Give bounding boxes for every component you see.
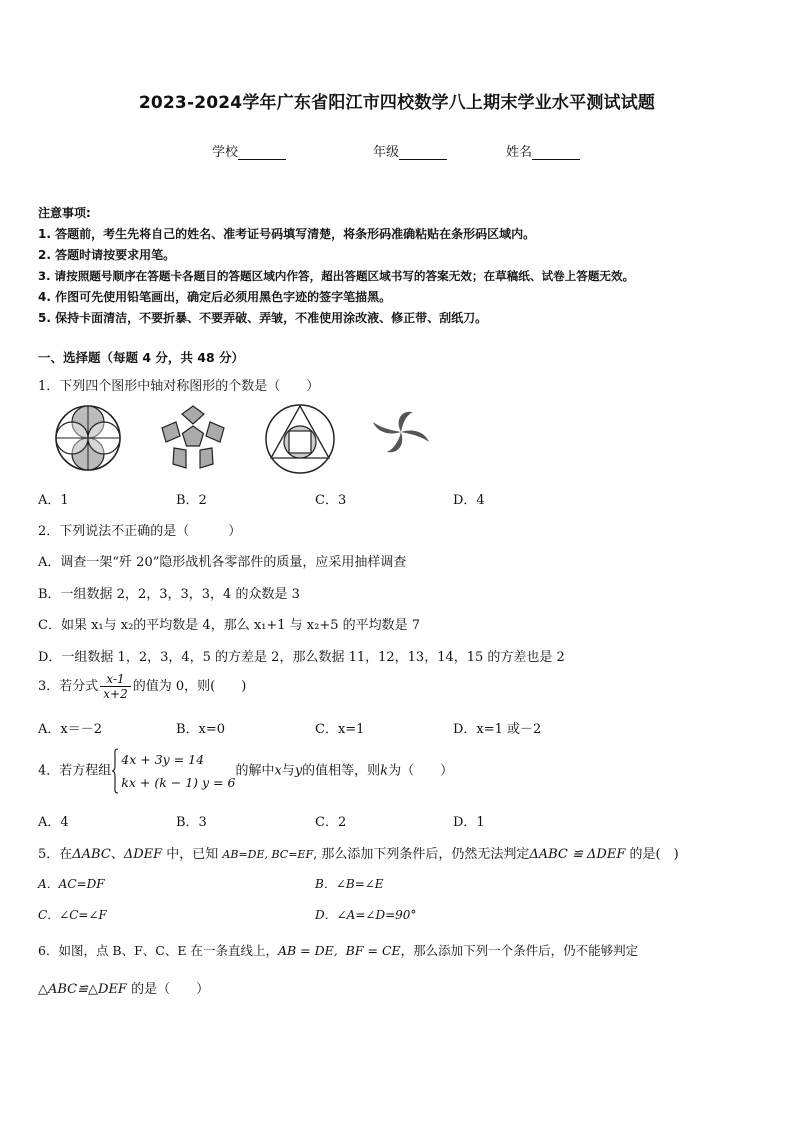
q3-suffix: 的值为 0，则( ) — [132, 679, 247, 694]
grade-label: 年级 — [373, 145, 400, 160]
q5-option-a: A．AC=DF — [38, 877, 105, 891]
q4-equation-system — [111, 748, 235, 794]
q4-mid2: 与 — [281, 763, 295, 779]
q5-congruence: ΔABC ≌ ΔDEF — [529, 847, 626, 862]
q6-equation-2: BF = CE — [345, 943, 401, 958]
q5-sep1: 、 — [110, 847, 124, 862]
school-label: 学校 — [212, 145, 239, 160]
q1-option-d: D．4 — [453, 493, 485, 508]
q6-congruence: △ABC≌△DEF — [38, 982, 127, 997]
q2-stem: 2．下列说法不正确的是（ ） — [38, 524, 242, 539]
q4-var-y: y — [294, 763, 303, 779]
q2-option-c: C．如果 x₁与 x₂的平均数是 4，那么 x₁+1 与 x₂+5 的平均数是 7 — [38, 618, 421, 633]
pentagon-figure — [158, 402, 228, 472]
q5-triangle-def: ΔDEF — [123, 847, 163, 862]
q4-prefix: 4．若方程组 — [38, 763, 112, 779]
q3-option-d: D．x=1 或－2 — [453, 722, 542, 737]
notice-item-4: 4. 作图可先使用铅笔画出，确定后必须用黑色字迹的签字笔描黑。 — [38, 290, 392, 304]
notice-item-5: 5. 保持卡面清洁，不要折暴、不要弄破、弄皱，不准使用涂改液、修正带、刮纸刀。 — [38, 311, 488, 325]
q3-denominator: x+2 — [103, 687, 128, 701]
q1-stem: 1．下列四个图形中轴对称图形的个数是（ ） — [38, 379, 320, 394]
q6-line2-suffix: 的是（ ） — [126, 982, 210, 997]
q5-sep3: , 那么添加下列条件后，仍然无法判定 — [313, 847, 530, 862]
swirl-figure — [365, 402, 437, 462]
q3-fraction — [100, 672, 130, 701]
notice-item-2: 2. 答题时请按要求用笔。 — [38, 248, 176, 262]
q4-mid3: 的值相等，则 — [302, 763, 381, 779]
q6-suffix: ，那么添加下列一个条件后，仍不能够判定 — [400, 943, 639, 958]
q4-option-a: A．4 — [38, 815, 69, 830]
q3-option-a: A．x＝－2 — [38, 722, 102, 737]
q1-option-b: B．2 — [176, 493, 207, 508]
notice-block — [38, 203, 634, 329]
q2-option-b: B．一组数据 2，2，3，3，3，4 的众数是 3 — [38, 587, 300, 602]
q6-stem — [38, 941, 638, 959]
q3-prefix: 3．若分式 — [38, 679, 99, 694]
q4-equation-2: kx + (k − 1) y = 6 — [121, 775, 236, 790]
q6-prefix: 6．如图，点 B、F、C、E 在一条直线上， — [38, 943, 278, 958]
brace-icon — [111, 748, 119, 794]
section-heading: 一、选择题（每题 4 分，共 48 分） — [38, 350, 245, 365]
q4-option-c: C．2 — [315, 815, 347, 830]
q4-var-k: k — [380, 763, 389, 779]
q3-stem — [38, 672, 246, 701]
circle-triangle-figure — [263, 402, 337, 476]
q5-condition: AB=DE, BC=EF — [222, 848, 314, 861]
q6-stem-line2 — [38, 978, 209, 997]
q4-option-b: B．3 — [176, 815, 207, 830]
q3-option-c: C．x=1 — [315, 722, 365, 737]
q2-option-d: D．一组数据 1，2，3，4，5 的方差是 2，那么数据 11，12，13，14，15 的方差也是 2 — [38, 650, 565, 665]
q4-suffix: 为（ ） — [388, 763, 454, 779]
q5-triangle-abc: ΔABC — [72, 847, 111, 862]
notice-item-3: 3. 请按照题号顺序在答题卡各题目的答题区域内作答，超出答题区域书写的答案无效；在草稿纸、试卷上答题无效。 — [38, 269, 635, 283]
q4-stem — [38, 748, 453, 794]
q4-equation-1: 4x + 3y = 14 — [121, 752, 205, 767]
q5-stem — [38, 843, 679, 862]
q1-option-a: A．1 — [38, 493, 69, 508]
name-field — [506, 141, 580, 160]
flower-circle-figure — [52, 402, 124, 474]
q5-sep2: 中，已知 — [162, 847, 223, 862]
q5-option-d: D．∠A=∠D=90° — [315, 908, 417, 922]
q1-option-c: C．3 — [315, 493, 347, 508]
q6-equation-1: AB = DE, — [277, 943, 338, 958]
q4-option-d: D．1 — [453, 815, 485, 830]
q5-suffix: 的是( ) — [625, 847, 679, 862]
page-title: 2023-2024学年广东省阳江市四校数学八上期末学业水平测试试题 — [138, 93, 656, 113]
school-field — [212, 141, 286, 160]
notice-heading: 注意事项: — [38, 206, 91, 220]
q5-option-c: C．∠C=∠F — [38, 908, 107, 922]
notice-item-1: 1. 答题前，考生先将自己的姓名、准考证号码填写清楚，将条形码准确粘贴在条形码区域内。 — [38, 227, 536, 241]
q5-prefix: 5．在 — [38, 847, 73, 862]
q3-numerator: x-1 — [100, 672, 130, 687]
q3-option-b: B．x=0 — [176, 722, 226, 737]
q2-option-a: A．调查一架“歼 20”隐形战机各零部件的质量，应采用抽样调查 — [38, 555, 407, 570]
name-label: 姓名 — [506, 145, 533, 160]
q4-var-x: x — [274, 763, 282, 779]
grade-field — [373, 141, 447, 160]
q5-option-b: B．∠B=∠E — [315, 877, 384, 891]
q4-mid1: 的解中 — [235, 763, 275, 779]
